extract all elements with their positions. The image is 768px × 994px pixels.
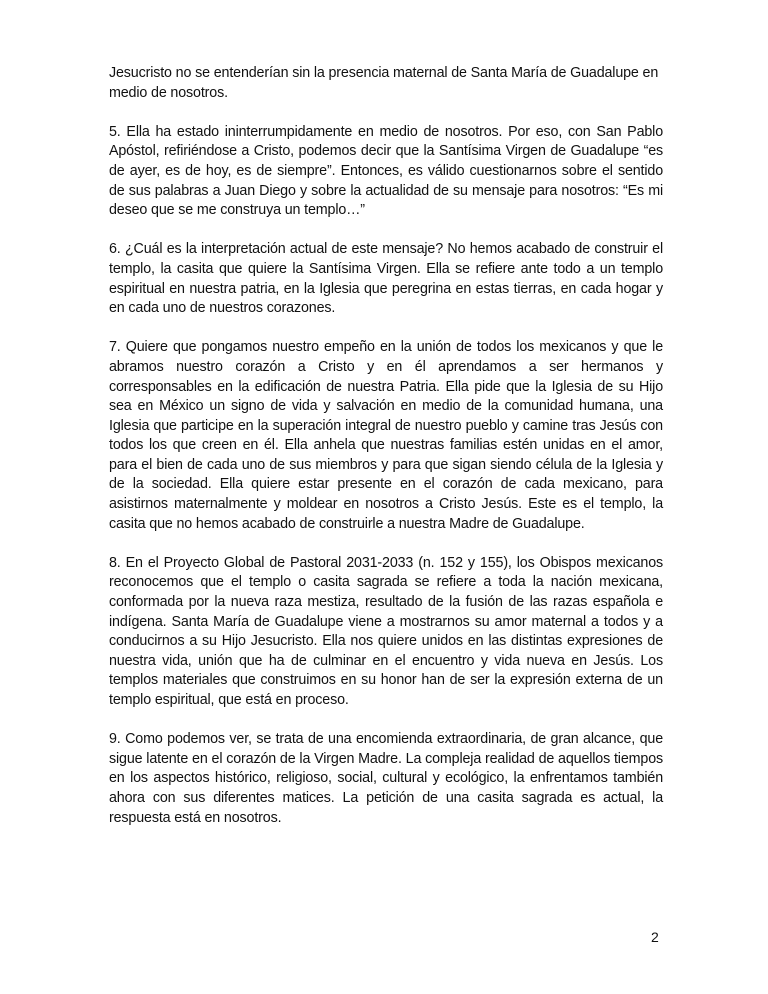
paragraph-spacer xyxy=(109,534,663,554)
paragraph-9: 9. Como podemos ver, se trata de una encomienda extraordinaria, de gran alcance, que sigue latente en el corazón de la Virgen Madre. La compleja realidad de aquellos tiempos en los aspectos histórico, religioso, social, cultural y ecológico, la enfrentamos también ahora con sus diferentes matices. La petición de una casita sagrada es actual, la respuesta está en nosotros. xyxy=(109,731,663,826)
paragraph-continuation: Jesucristo no se entenderían sin la presencia maternal de Santa María de Guadalupe en medio de nosotros. xyxy=(109,65,659,101)
paragraph-spacer xyxy=(109,711,663,731)
paragraph-spacer xyxy=(109,103,663,123)
paragraph-spacer xyxy=(109,221,663,241)
paragraph-5: 5. Ella ha estado ininterrumpidamente en medio de nosotros. Por eso, con San Pablo Apóstol, refiriéndose a Cristo, podemos decir que la Santísima Virgen de Guadalupe “es de ayer, es de hoy, es de siempre”. Entonces, es válido cuestionarnos sobre el sentido de sus palabras a Juan Diego y sobre la actualidad de su mensaje para nosotros: “Es mi deseo que se me construya un templo…” xyxy=(109,123,663,219)
page-number: 2 xyxy=(651,929,659,945)
paragraph-6: 6. ¿Cuál es la interpretación actual de este mensaje? No hemos acabado de construir el templo, la casita que quiere la Santísima Virgen. Ella se refiere ante todo a un templo espiritual en nuestra patria, en la Iglesia que peregrina en estas tierras, en cada hogar y en cada uno de nuestros corazones. xyxy=(109,241,663,317)
paragraph-8: 8. En el Proyecto Global de Pastoral 2031-2033 (n. 152 y 155), los Obispos mexicanos reconocemos que el templo o casita sagrada se refiere a toda la nación mexicana, conformada por la nueva raza mestiza, resultado de la fusión de las razas española e indígena. Santa María de Guadalupe viene a mostrarnos su amor maternal a todos y a conducirnos a su Hijo Jesucristo. Ella nos quiere unidos en las distintas expresiones de nuestra vida, unión que ha de culminar en el encuentro y vida nueva en Jesús. Los templos materiales que construimos en su honor han de ser la expresión externa de un templo espiritual, que está en proceso. xyxy=(109,554,663,708)
paragraph-spacer xyxy=(109,319,663,339)
page-body xyxy=(109,64,663,828)
paragraph-7: 7. Quiere que pongamos nuestro empeño en la unión de todos los mexicanos y que le abramos nuestro corazón a Cristo y en él aprendamos a ser hermanos y corresponsables en la edificación de nuestra Patria. Ella pide que la Iglesia de su Hijo sea en México un signo de vida y salvación en medio de la comunidad humana, una Iglesia que participe en la superación integral de nuestro pueblo y camine tras Jesús con todos los que creen en él. Ella anhela que nuestras familias estén unidas en el amor, para el bien de cada uno de sus miembros y para que sigan siendo célula de la Iglesia y de la sociedad. Ella quiere estar presente en el corazón de cada mexicano, para asistirnos maternalmente y moldear en nosotros a Cristo Jesús. Este es el templo, la casita que no hemos acabado de construirle a nuestra Madre de Guadalupe. xyxy=(109,339,663,532)
